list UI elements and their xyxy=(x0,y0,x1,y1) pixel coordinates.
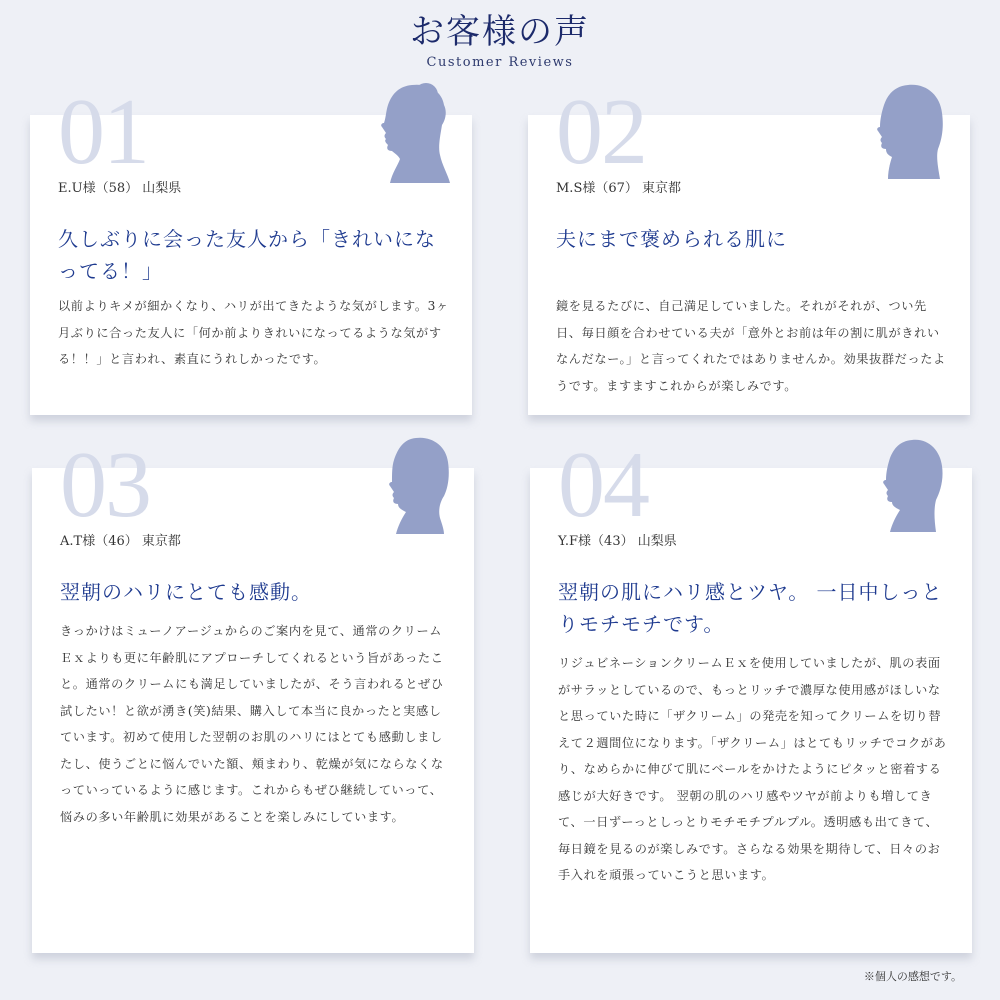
reviewer-info: A.T様（46） 東京都 xyxy=(60,534,181,549)
review-body: きっかけはミューノアージュからのご案内を見て、通常のクリームＥｘよりも更に年齢肌にアプローチしてくれるという旨があったこと。通常のクリームにも満足していましたが、そう言われるとぜひ試したい！と欲が湧き(笑)結果、購入して本当に良かったと実感しています。初めて使用した翌朝のお肌のハリにはとても感動しましたし、使うごとに悩んでいた額、頬まわり、乾燥が気にならなくなっていっているように感じます。これからもぜひ継続していって、悩みの多い年齢肌に効果があることを楽しみにしています。 xyxy=(60,624,444,824)
review-body: リジュビネーションクリームＥｘを使用していましたが、肌の表面がサラッとしているので、もっとリッチで濃厚な使用感がほしいなと思っていた時に「ザクリーム」の発売を知ってクリームを切り替えて２週間位になります。「ザクリーム」はとてもリッチでコクがあり、なめらかに伸びて肌にベールをかけたようにピタッと密着する感じが大好きです。 翌朝の肌のハリ感やツヤが前よりも増してきて、一日ずーっとしっとりモチモチプルプル。透明感も出てきて、毎日鏡を見るのが楽しみです。さらなる効果を期待して、日々のお手入れを頑張っていこうと思います。 xyxy=(558,656,947,882)
review-card-3 xyxy=(32,433,474,953)
female-short-hair-silhouette-icon xyxy=(868,83,944,179)
page-title: お客様の声 xyxy=(410,12,590,52)
reviewer-info: M.S様（67） 東京都 xyxy=(556,181,682,196)
page-header xyxy=(0,0,1000,70)
female-bob-silhouette-icon xyxy=(378,436,450,534)
review-number: 01 xyxy=(58,80,148,184)
review-card-1 xyxy=(30,80,472,415)
review-body: 鏡を見るたびに、自己満足していました。それがそれが、つい先日、毎日顔を合わせている夫が「意外とお前は年の割に肌がきれいなんだなー。」と言ってくれたではありませんか。効果抜群だったようです。ますますこれからが楽しみです。 xyxy=(556,299,946,393)
review-headline: 翌朝のハリにとても感動。 xyxy=(60,580,312,604)
review-number: 02 xyxy=(556,80,646,184)
review-card-4 xyxy=(530,433,972,953)
review-number: 03 xyxy=(60,433,150,537)
page-subtitle: Customer Reviews xyxy=(426,55,574,70)
review-headline: 久しぶりに会った友人から「きれいになってる！」 xyxy=(58,227,436,283)
review-headline: 翌朝の肌にハリ感とツヤ。 一日中しっとりモチモチです。 xyxy=(558,580,943,636)
female-updo-silhouette-icon xyxy=(368,83,450,183)
review-headline: 夫にまで褒められる肌に xyxy=(556,227,787,251)
reviewer-info: E.U様（58） 山梨県 xyxy=(58,181,182,196)
reviewer-info: Y.F様（43） 山梨県 xyxy=(558,534,677,549)
review-number: 04 xyxy=(558,433,648,537)
disclaimer-note: ※個人の感想です。 xyxy=(863,970,962,983)
review-body: 以前よりキメが細かくなり、ハリが出てきたような気がします。3ヶ月ぶりに合った友人に「何か前よりきれいになってるような気がする！！」と言われ、素直にうれしかったです。 xyxy=(58,299,449,366)
female-short-bob-silhouette-icon xyxy=(874,438,944,532)
review-card-2 xyxy=(528,80,970,415)
